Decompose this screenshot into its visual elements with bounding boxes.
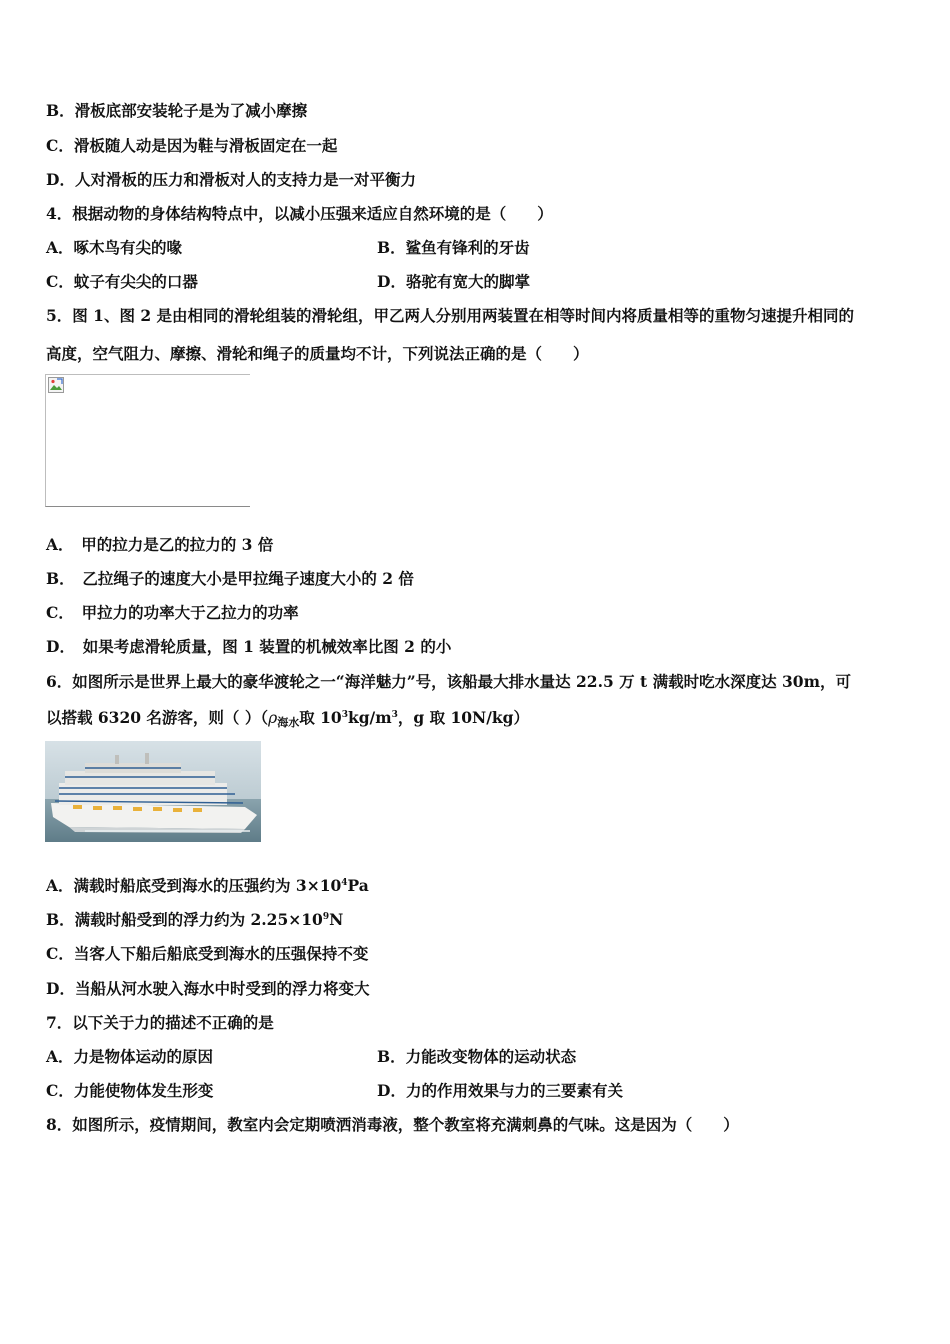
q6-option-b-post: N [329, 910, 344, 929]
q6-stem-line1: 6．如图所示是世界上最大的豪华渡轮之一“海洋魅力”号，该船最大排水量达 22.5 万 t 满载时吃水深度达 30m，可 [46, 672, 851, 691]
q8-stem: 8．如图所示，疫情期间，教室内会定期喷洒消毒液，整个教室将充满刺鼻的气味。这是因为（ ） [46, 1115, 739, 1134]
q4-option-b: B．鲨鱼有锋利的牙齿 [377, 238, 530, 257]
q6-stem-line2-end: ，g 取 10N/kg） [397, 708, 529, 727]
q6-stem-line2-pre: 以搭载 6320 名游客，则（ ）（ [46, 708, 269, 727]
q4-option-c: C．蚊子有尖尖的口器 [46, 272, 198, 291]
q6-option-a-post: Pa [347, 876, 369, 895]
cruise-ship-photo [45, 741, 261, 842]
q3-option-d: D．人对滑板的压力和滑板对人的支持力是一对平衡力 [46, 170, 416, 189]
q7-option-d: D．力的作用效果与力的三要素有关 [377, 1081, 623, 1100]
broken-image-icon [48, 377, 64, 393]
q6-stem-line2-post: kg/m [347, 708, 392, 727]
q4-option-d: D．骆驼有宽大的脚掌 [377, 272, 530, 291]
q6-option-d: D．当船从河水驶入海水中时受到的浮力将变大 [46, 979, 370, 998]
q6-stem-line2-mid: 取 10 [299, 708, 342, 727]
q7-option-a: A．力是物体运动的原因 [46, 1047, 214, 1066]
q6-option-a-pre: A．满载时船底受到海水的压强约为 3×10 [46, 876, 342, 895]
q6-option-c: C．当客人下船后船底受到海水的压强保持不变 [46, 944, 369, 963]
q7-stem: 7．以下关于力的描述不正确的是 [46, 1013, 274, 1032]
q6-option-a [46, 876, 369, 896]
exponent: 3 [341, 710, 348, 720]
q6-stem-line2 [46, 708, 529, 733]
q6-option-b-pre: B．满载时船受到的浮力约为 2.25×10 [46, 910, 323, 929]
rho-symbol: ρ [268, 709, 278, 727]
q5-stem-line2: 高度，空气阻力、摩擦、滑轮和绳子的质量均不计，下列说法正确的是（ ） [46, 344, 589, 363]
exponent: 4 [341, 878, 348, 888]
q3-option-b: B．滑板底部安装轮子是为了减小摩擦 [46, 101, 308, 120]
q7-option-c: C．力能使物体发生形变 [46, 1081, 214, 1100]
q7-option-b: B．力能改变物体的运动状态 [377, 1047, 577, 1066]
exponent: 9 [322, 912, 330, 922]
q5-figure-placeholder [45, 374, 250, 507]
q5-stem-line1: 5．图 1、图 2 是由相同的滑轮组装的滑轮组，甲乙两人分别用两装置在相等时间内将质量相等的重物匀速提升相同的 [46, 306, 855, 325]
q4-stem: 4．根据动物的身体结构特点中，以减小压强来适应自然环境的是（ ） [46, 204, 553, 223]
q5-option-c: C． 甲拉力的功率大于乙拉力的功率 [46, 603, 299, 622]
q5-option-a: A． 甲的拉力是乙的拉力的 3 倍 [46, 535, 274, 554]
q4-option-a: A．啄木鸟有尖的喙 [46, 238, 183, 257]
q6-option-b [46, 910, 343, 930]
exponent: 3 [391, 710, 398, 720]
q3-option-c: C．滑板随人动是因为鞋与滑板固定在一起 [46, 136, 338, 155]
q5-option-d: D． 如果考虑滑轮质量，图 1 装置的机械效率比图 2 的小 [46, 637, 452, 656]
q5-option-b: B． 乙拉绳子的速度大小是甲拉绳子速度大小的 2 倍 [46, 569, 414, 588]
rho-subscript: 海水 [277, 716, 300, 729]
